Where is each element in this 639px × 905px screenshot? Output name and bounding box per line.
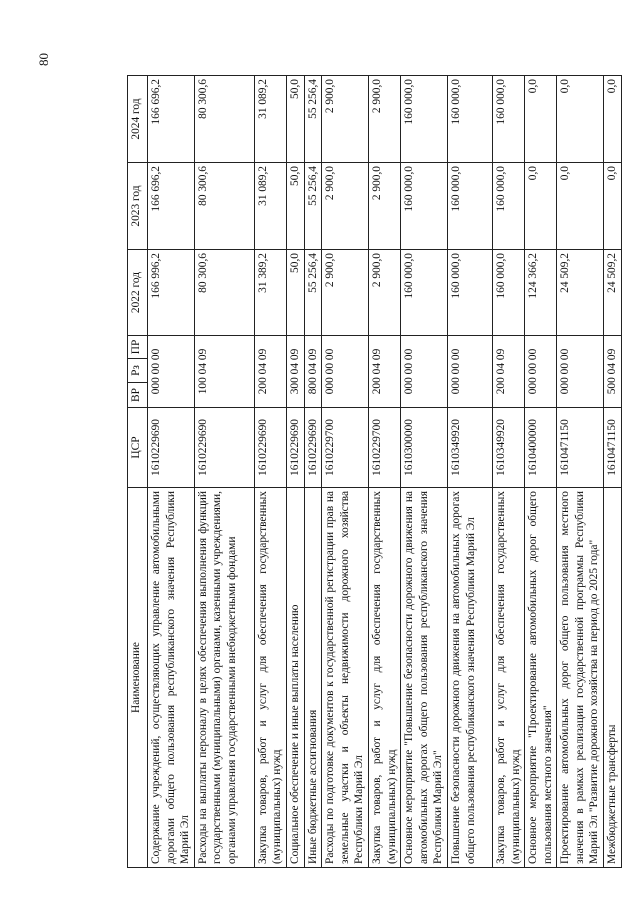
row-csr: 1610229690 (286, 408, 304, 488)
row-2022: 24 509,2 (604, 250, 622, 336)
row-name: Социальное обеспечение и иные выплаты населению (286, 488, 304, 868)
page-number: 80 (36, 53, 51, 66)
row-name: Расходы по подготовке документов к государственной регистрации прав на земельные участки и объекты недвижимости дорожного хозяйства Республики Марий Эл (322, 488, 369, 868)
row-2024: 31 089,2 (254, 76, 286, 163)
row-name: Иные бюджетные ассигнования (304, 488, 322, 868)
table-row (401, 76, 448, 868)
row-2022: 2 900,0 (368, 250, 400, 336)
row-vr-rz-pr: 100 04 09 (194, 336, 254, 408)
table-row (604, 76, 622, 868)
table-row (254, 76, 286, 868)
row-2023: 50,0 (286, 163, 304, 250)
header-name: Наименование (128, 488, 148, 868)
budget-table-sheet (127, 76, 625, 868)
row-vr-rz-pr: 200 04 09 (368, 336, 400, 408)
row-2024: 160 000,0 (401, 76, 448, 163)
row-csr: 1610400000 (525, 408, 557, 488)
row-vr-rz-pr: 300 04 09 (286, 336, 304, 408)
row-name: Содержание учреждений, осуществляющих управление автомобильными дорогами общего пользования республиканского значения Республики Марий Эл (148, 488, 195, 868)
header-rz: Рз (128, 359, 148, 383)
row-name: Основное мероприятие "Повышение безопасности дорожного движения на автомобильных дорогах общего пользования республиканского значения Республики Марий Эл" (401, 488, 448, 868)
row-2022: 24 509,2 (557, 250, 604, 336)
row-vr-rz-pr: 500 04 09 (604, 336, 622, 408)
row-2023: 160 000,0 (401, 163, 448, 250)
row-csr: 1610471150 (604, 408, 622, 488)
row-2024: 166 696,2 (148, 76, 195, 163)
row-2023: 0,0 (604, 163, 622, 250)
row-name: Расходы на выплаты персоналу в целях обеспечения выполнения функций государственными (муниципальными) органами, казенными учреждениями, органами управления государственными внебюджетными фондами (194, 488, 254, 868)
row-2023: 80 300,6 (194, 163, 254, 250)
row-2023: 31 089,2 (254, 163, 286, 250)
row-vr-rz-pr: 200 04 09 (492, 336, 524, 408)
row-2024: 2 900,0 (322, 76, 369, 163)
row-2022: 80 300,6 (194, 250, 254, 336)
row-name: Повышение безопасности дорожного движения на автомобильных дорогах общего пользования республиканского значения Республики Марий Эл (447, 488, 492, 868)
row-2023: 55 256,4 (304, 163, 322, 250)
header-2024: 2024 год (128, 76, 148, 163)
budget-table (127, 75, 622, 868)
row-csr: 1610349920 (447, 408, 492, 488)
row-2024: 80 300,6 (194, 76, 254, 163)
row-csr: 1610229690 (254, 408, 286, 488)
row-csr: 1610229700 (322, 408, 369, 488)
table-row (557, 76, 604, 868)
row-2022: 166 996,2 (148, 250, 195, 336)
row-vr-rz-pr: 000 00 00 (447, 336, 492, 408)
row-2023: 0,0 (525, 163, 557, 250)
row-csr: 1610471150 (557, 408, 604, 488)
row-vr-rz-pr: 000 00 00 (525, 336, 557, 408)
table-row (368, 76, 400, 868)
row-2022: 160 000,0 (447, 250, 492, 336)
header-pr: ПР (128, 336, 148, 359)
table-header-row (128, 76, 148, 868)
table-row (447, 76, 492, 868)
row-vr-rz-pr: 000 00 00 (557, 336, 604, 408)
row-2023: 2 900,0 (368, 163, 400, 250)
row-2023: 160 000,0 (492, 163, 524, 250)
table-row (304, 76, 322, 868)
row-2024: 160 000,0 (447, 76, 492, 163)
row-2023: 166 696,2 (148, 163, 195, 250)
header-csr: ЦСР (128, 408, 148, 488)
row-2022: 55 256,4 (304, 250, 322, 336)
row-2022: 124 366,2 (525, 250, 557, 336)
header-2023: 2023 год (128, 163, 148, 250)
row-csr: 1610229690 (304, 408, 322, 488)
row-name: Закупка товаров, работ и услуг для обеспечения государственных (муниципальных) нужд (492, 488, 524, 868)
row-vr-rz-pr: 200 04 09 (254, 336, 286, 408)
row-vr-rz-pr: 000 00 00 (322, 336, 369, 408)
header-2022: 2022 год (128, 250, 148, 336)
row-2024: 0,0 (604, 76, 622, 163)
row-csr: 1610229690 (194, 408, 254, 488)
row-name: Закупка товаров, работ и услуг для обеспечения государственных (муниципальных) нужд (254, 488, 286, 868)
table-row (525, 76, 557, 868)
row-name: Проектирование автомобильных дорог общего пользования местного значения в рамках реализации государственной программы Республики Марий Эл "Развитие дорожного хозяйства на период до 2025 года" (557, 488, 604, 868)
header-vr: ВР (128, 383, 148, 408)
row-vr-rz-pr: 000 00 00 (148, 336, 195, 408)
row-2022: 50,0 (286, 250, 304, 336)
row-csr: 1610300000 (401, 408, 448, 488)
row-2024: 0,0 (557, 76, 604, 163)
row-2023: 160 000,0 (447, 163, 492, 250)
row-name: Закупка товаров, работ и услуг для обеспечения государственных (муниципальных) нужд (368, 488, 400, 868)
table-row (492, 76, 524, 868)
row-2022: 31 389,2 (254, 250, 286, 336)
row-csr: 1610349920 (492, 408, 524, 488)
row-name: Межбюджетные трансферты (604, 488, 622, 868)
table-row (286, 76, 304, 868)
row-csr: 1610229690 (148, 408, 195, 488)
row-vr-rz-pr: 000 00 00 (401, 336, 448, 408)
table-row (194, 76, 254, 868)
table-row (148, 76, 195, 868)
row-2024: 55 256,4 (304, 76, 322, 163)
row-2024: 160 000,0 (492, 76, 524, 163)
row-2024: 50,0 (286, 76, 304, 163)
row-2022: 160 000,0 (492, 250, 524, 336)
row-vr-rz-pr: 800 04 09 (304, 336, 322, 408)
row-2023: 0,0 (557, 163, 604, 250)
row-csr: 1610229700 (368, 408, 400, 488)
row-name: Основное мероприятие "Проектирование автомобильных дорог общего пользования местного значения" (525, 488, 557, 868)
row-2024: 2 900,0 (368, 76, 400, 163)
row-2022: 2 900,0 (322, 250, 369, 336)
table-row (322, 76, 369, 868)
row-2024: 0,0 (525, 76, 557, 163)
row-2022: 160 000,0 (401, 250, 448, 336)
row-2023: 2 900,0 (322, 163, 369, 250)
